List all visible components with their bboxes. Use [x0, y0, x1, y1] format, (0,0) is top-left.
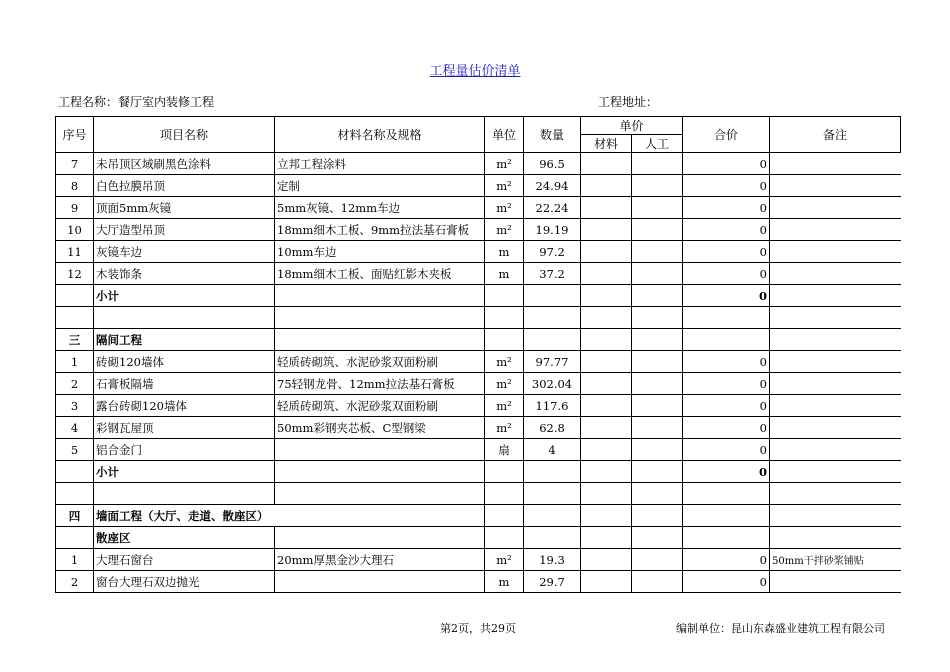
cell-seq: 2: [56, 571, 94, 593]
table-row: [56, 241, 901, 263]
cell-total: [683, 307, 770, 329]
cell-remark: [770, 197, 901, 219]
table-row: [56, 285, 901, 307]
table-row: [56, 571, 901, 593]
header-price-labor: 人工: [632, 135, 683, 153]
cell-price-labor: [632, 571, 683, 593]
cell-price-material: [581, 483, 632, 505]
cell-price-labor: [632, 307, 683, 329]
cell-seq: 4: [56, 417, 94, 439]
cell-unit: m²: [485, 153, 524, 175]
cell-total: 0: [683, 571, 770, 593]
cell-qty: 24.94: [524, 175, 581, 197]
cell-material: [275, 307, 485, 329]
cell-seq: 1: [56, 549, 94, 571]
cell-item: 窗台大理石双边抛光: [94, 571, 275, 593]
cell-item: [94, 307, 275, 329]
cell-price-material: [581, 351, 632, 373]
cell-seq: [56, 285, 94, 307]
document-title: 工程量估价清单: [429, 64, 521, 79]
cell-price-material: [581, 395, 632, 417]
cell-seq: 三: [56, 329, 94, 351]
cell-remark: [770, 483, 901, 505]
cell-remark: [770, 153, 901, 175]
cell-item: 小计: [94, 285, 275, 307]
cell-qty: [524, 483, 581, 505]
cell-seq: [56, 527, 94, 549]
cell-material: 75轻钢龙骨、12mm拉法基石膏板: [275, 373, 485, 395]
table-row: [56, 439, 901, 461]
cell-material: 轻质砖砌筑、水泥砂浆双面粉刷: [275, 351, 485, 373]
cell-qty: 97.77: [524, 351, 581, 373]
cell-qty: [524, 285, 581, 307]
cell-material: 5mm灰镜、12mm车边: [275, 197, 485, 219]
cell-price-material: [581, 527, 632, 549]
cell-qty: 117.6: [524, 395, 581, 417]
project-name: 工程名称：餐厅室内装修工程: [58, 95, 215, 109]
cell-price-labor: [632, 461, 683, 483]
cell-price-labor: [632, 483, 683, 505]
cell-remark: [770, 461, 901, 483]
cell-item: 大理石窗台: [94, 549, 275, 571]
cell-price-labor: [632, 351, 683, 373]
cell-price-labor: [632, 285, 683, 307]
cell-price-labor: [632, 549, 683, 571]
header-material: 材料名称及规格: [275, 117, 485, 153]
cell-item: 墙面工程（大厅、走道、散座区）: [94, 505, 485, 527]
cell-seq: 12: [56, 263, 94, 285]
cell-item: 白色拉膜吊顶: [94, 175, 275, 197]
cell-remark: [770, 263, 901, 285]
table-row: [56, 197, 901, 219]
cell-unit: [485, 483, 524, 505]
cell-item: 隔间工程: [94, 329, 275, 351]
cell-price-labor: [632, 263, 683, 285]
table-row: [56, 175, 901, 197]
cell-total: [683, 505, 770, 527]
cell-material: [275, 483, 485, 505]
cell-item: 顶面5mm灰镜: [94, 197, 275, 219]
header-unit-price: 单价: [581, 117, 683, 135]
table-row: [56, 219, 901, 241]
cell-unit: [485, 505, 524, 527]
table-row: [56, 417, 901, 439]
cell-material: [275, 285, 485, 307]
cell-price-labor: [632, 241, 683, 263]
cell-price-labor: [632, 153, 683, 175]
cell-item: 木装饰条: [94, 263, 275, 285]
cell-price-labor: [632, 219, 683, 241]
cell-material: 立邦工程涂料: [275, 153, 485, 175]
cell-remark: [770, 219, 901, 241]
cell-seq: [56, 307, 94, 329]
cell-price-labor: [632, 439, 683, 461]
cell-price-material: [581, 461, 632, 483]
page-number: 第2页，共29页: [440, 622, 516, 635]
cell-total: 0: [683, 373, 770, 395]
cell-material: 定制: [275, 175, 485, 197]
cell-unit: m²: [485, 351, 524, 373]
cell-total: [683, 329, 770, 351]
cell-remark: [770, 307, 901, 329]
table-row: [56, 461, 901, 483]
cell-material: 轻质砖砌筑、水泥砂浆双面粉刷: [275, 395, 485, 417]
header-qty: 数量: [524, 117, 581, 153]
cell-price-material: [581, 175, 632, 197]
cell-total: [683, 527, 770, 549]
cell-qty: 97.2: [524, 241, 581, 263]
cell-total: 0: [683, 395, 770, 417]
cell-qty: 62.8: [524, 417, 581, 439]
cell-total: 0: [683, 417, 770, 439]
header-row: [56, 117, 901, 135]
cell-qty: 4: [524, 439, 581, 461]
cell-remark: [770, 241, 901, 263]
cell-unit: [485, 285, 524, 307]
cell-qty: 22.24: [524, 197, 581, 219]
cell-unit: m²: [485, 219, 524, 241]
cell-price-labor: [632, 373, 683, 395]
cell-unit: 扇: [485, 439, 524, 461]
table-row: [56, 153, 901, 175]
cell-unit: m: [485, 241, 524, 263]
cell-qty: [524, 505, 581, 527]
cell-seq: 7: [56, 153, 94, 175]
cell-qty: 29.7: [524, 571, 581, 593]
cell-total: 0: [683, 461, 770, 483]
cell-remark: [770, 527, 901, 549]
cell-material: 10mm车边: [275, 241, 485, 263]
cell-total: 0: [683, 241, 770, 263]
cell-seq: 3: [56, 395, 94, 417]
cell-unit: m²: [485, 175, 524, 197]
cell-remark: [770, 351, 901, 373]
cell-material: [275, 461, 485, 483]
cell-price-labor: [632, 527, 683, 549]
cell-seq: 四: [56, 505, 94, 527]
table-row: [56, 351, 901, 373]
cell-remark: [770, 395, 901, 417]
cell-remark: [770, 571, 901, 593]
cell-material: [275, 571, 485, 593]
table-row: [56, 329, 901, 351]
cell-item: 彩钢瓦屋顶: [94, 417, 275, 439]
cell-item: 铝合金门: [94, 439, 275, 461]
cell-unit: m: [485, 571, 524, 593]
cell-item: 石膏板隔墙: [94, 373, 275, 395]
cell-seq: 10: [56, 219, 94, 241]
table-row: [56, 549, 901, 571]
table-row: [56, 373, 901, 395]
estimate-table: [55, 116, 901, 593]
cell-price-labor: [632, 417, 683, 439]
cell-price-material: [581, 373, 632, 395]
table-row: [56, 263, 901, 285]
cell-qty: 37.2: [524, 263, 581, 285]
cell-total: 0: [683, 439, 770, 461]
cell-qty: [524, 307, 581, 329]
cell-total: [683, 483, 770, 505]
cell-material: 20mm厚黑金沙大理石: [275, 549, 485, 571]
cell-seq: 1: [56, 351, 94, 373]
cell-seq: [56, 483, 94, 505]
cell-qty: [524, 461, 581, 483]
cell-item: [94, 483, 275, 505]
cell-unit: m²: [485, 549, 524, 571]
cell-remark: 50mm干拌砂浆铺贴: [770, 549, 901, 571]
cell-unit: [485, 307, 524, 329]
project-address: 工程地址：: [598, 95, 659, 109]
cell-price-material: [581, 571, 632, 593]
cell-seq: [56, 461, 94, 483]
cell-unit: [485, 329, 524, 351]
cell-item: 未吊顶区域刷黑色涂料: [94, 153, 275, 175]
cell-remark: [770, 285, 901, 307]
cell-unit: m: [485, 263, 524, 285]
cell-price-labor: [632, 197, 683, 219]
cell-item: 小计: [94, 461, 275, 483]
cell-price-material: [581, 505, 632, 527]
cell-item: 露台砖砌120墙体: [94, 395, 275, 417]
cell-unit: [485, 527, 524, 549]
cell-seq: 9: [56, 197, 94, 219]
cell-price-material: [581, 307, 632, 329]
cell-unit: [485, 461, 524, 483]
cell-qty: 96.5: [524, 153, 581, 175]
header-price-material: 材料: [581, 135, 632, 153]
table-row: [56, 307, 901, 329]
cell-remark: [770, 329, 901, 351]
cell-seq: 2: [56, 373, 94, 395]
table-row: [56, 527, 901, 549]
cell-price-material: [581, 153, 632, 175]
cell-material: [275, 527, 485, 549]
cell-price-material: [581, 417, 632, 439]
cell-total: 0: [683, 549, 770, 571]
table-row: [56, 395, 901, 417]
prepared-by: 编制单位：昆山东森盛业建筑工程有限公司: [676, 622, 885, 635]
header-seq: 序号: [56, 117, 94, 153]
cell-material: 18mm细木工板、面贴红影木夹板: [275, 263, 485, 285]
cell-total: 0: [683, 153, 770, 175]
cell-material: 18mm细木工板、9mm拉法基石膏板: [275, 219, 485, 241]
cell-total: 0: [683, 351, 770, 373]
cell-qty: [524, 527, 581, 549]
header-item: 项目名称: [94, 117, 275, 153]
cell-total: 0: [683, 197, 770, 219]
cell-price-material: [581, 549, 632, 571]
cell-price-material: [581, 439, 632, 461]
header-total: 合价: [683, 117, 770, 153]
cell-price-material: [581, 241, 632, 263]
cell-price-material: [581, 329, 632, 351]
cell-unit: m²: [485, 197, 524, 219]
cell-seq: 5: [56, 439, 94, 461]
cell-item: 砖砌120墙体: [94, 351, 275, 373]
cell-unit: m²: [485, 395, 524, 417]
cell-item: 灰镜车边: [94, 241, 275, 263]
cell-material: [275, 329, 485, 351]
cell-seq: 11: [56, 241, 94, 263]
cell-material: 50mm彩钢夹芯板、C型钢梁: [275, 417, 485, 439]
cell-total: 0: [683, 175, 770, 197]
cell-price-labor: [632, 329, 683, 351]
cell-qty: 19.3: [524, 549, 581, 571]
table-row: [56, 483, 901, 505]
cell-unit: m²: [485, 373, 524, 395]
cell-remark: [770, 373, 901, 395]
header-unit: 单位: [485, 117, 524, 153]
cell-price-labor: [632, 395, 683, 417]
cell-total: 0: [683, 219, 770, 241]
cell-remark: [770, 175, 901, 197]
cell-price-labor: [632, 505, 683, 527]
cell-remark: [770, 439, 901, 461]
cell-seq: 8: [56, 175, 94, 197]
cell-item: 散座区: [94, 527, 275, 549]
cell-unit: m²: [485, 417, 524, 439]
cell-material: [275, 439, 485, 461]
cell-remark: [770, 417, 901, 439]
cell-price-labor: [632, 175, 683, 197]
cell-item: 大厅造型吊顶: [94, 219, 275, 241]
table-row: [56, 505, 901, 527]
cell-qty: 19.19: [524, 219, 581, 241]
cell-total: 0: [683, 285, 770, 307]
header-remark: 备注: [770, 117, 901, 153]
cell-price-material: [581, 219, 632, 241]
cell-qty: [524, 329, 581, 351]
cell-price-material: [581, 263, 632, 285]
cell-price-material: [581, 285, 632, 307]
cell-price-material: [581, 197, 632, 219]
cell-remark: [770, 505, 901, 527]
cell-qty: 302.04: [524, 373, 581, 395]
cell-total: 0: [683, 263, 770, 285]
